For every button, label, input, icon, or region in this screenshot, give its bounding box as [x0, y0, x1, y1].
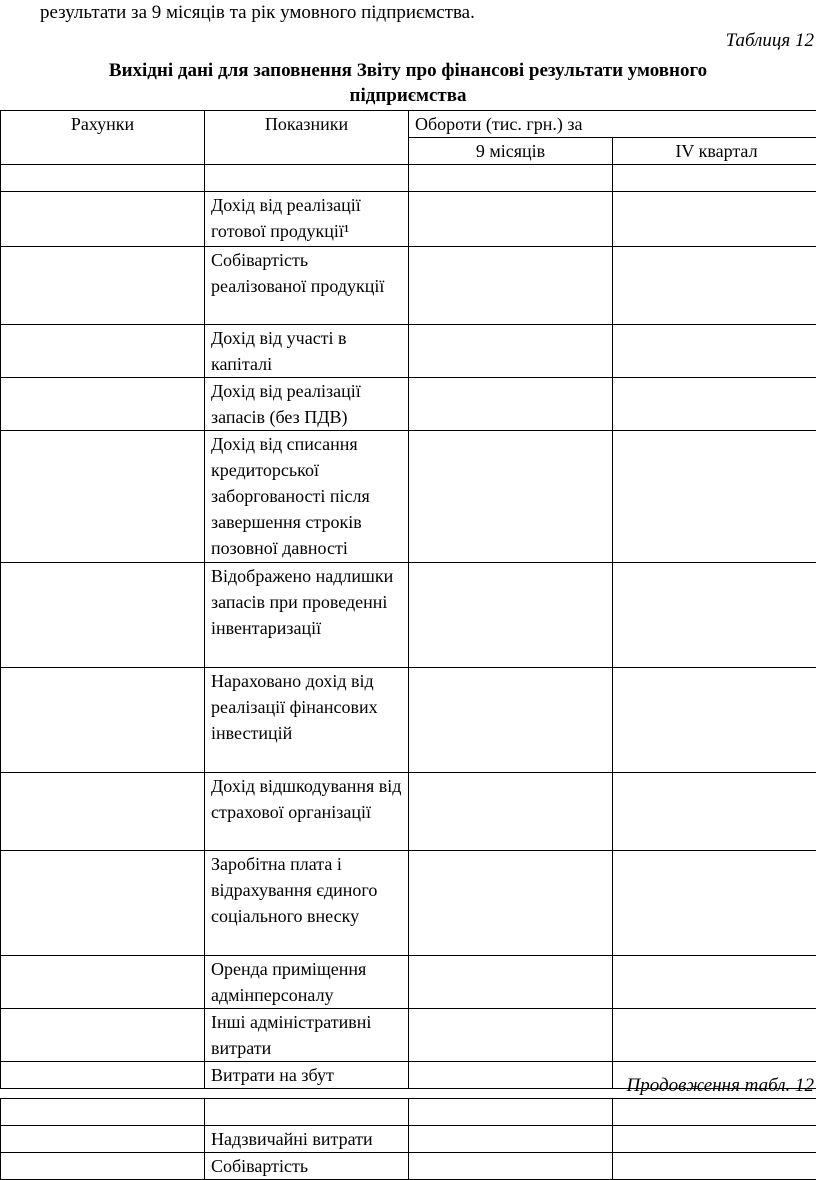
header-q4: IV квартал [613, 138, 816, 165]
table-row [1, 431, 816, 563]
table-title-line-1: Вихідні дані для заповнення Звіту про фінансові результати умовного [108, 60, 708, 81]
indicator-cell: Дохід відшкодування від страхової організації [205, 773, 409, 851]
header-accounts: Рахунки [1, 111, 205, 165]
indicator-cell: Надзвичайні витрати [205, 1126, 409, 1153]
q4-cell [613, 563, 816, 668]
account-cell [1, 956, 205, 1009]
indicator-cell: Оренда приміщення адмінперсоналу [205, 956, 409, 1009]
table-number-label: Таблиця 12 [725, 30, 814, 51]
indicator-cell: Собівартість реалізованої продукції [205, 247, 409, 325]
nine-months-cell [409, 378, 613, 431]
account-cell [1, 1099, 205, 1126]
nine-months-cell [409, 1062, 613, 1089]
indicator-cell: Заробітна плата і відрахування єдиного соціального внеску [205, 851, 409, 956]
indicator-cell [205, 165, 409, 192]
indicator-cell: Дохід від реалізації готової продукції¹ [205, 192, 409, 247]
indicator-cell: Нараховано дохід від реалізації фінансових інвестицій [205, 668, 409, 773]
table-row [1, 165, 816, 192]
account-cell [1, 325, 205, 378]
q4-cell [613, 668, 816, 773]
source-data-table [0, 110, 816, 1089]
account-cell [1, 431, 205, 563]
indicator-cell: Собівартість [205, 1153, 409, 1180]
q4-cell [613, 192, 816, 247]
table-row [1, 563, 816, 668]
nine-months-cell [409, 851, 613, 956]
account-cell [1, 1126, 205, 1153]
account-cell [1, 668, 205, 773]
nine-months-cell [409, 1099, 613, 1126]
q4-cell [613, 851, 816, 956]
account-cell [1, 165, 205, 192]
indicator-cell: Інші адміністративні витрати [205, 1009, 409, 1062]
account-cell [1, 1153, 205, 1180]
continuation-body [1, 1099, 816, 1180]
table-row [1, 1153, 816, 1180]
account-cell [1, 563, 205, 668]
q4-cell [613, 165, 816, 192]
table-row [1, 1126, 816, 1153]
nine-months-cell [409, 1153, 613, 1180]
account-cell [1, 773, 205, 851]
table-body [1, 165, 816, 1089]
indicator-cell: Витрати на збут [205, 1062, 409, 1089]
q4-cell [613, 325, 816, 378]
nine-months-cell [409, 431, 613, 563]
table-row [1, 325, 816, 378]
q4-cell [613, 956, 816, 1009]
header-indicators: Показники [205, 111, 409, 165]
nine-months-cell [409, 325, 613, 378]
table-row [1, 668, 816, 773]
q4-cell [613, 431, 816, 563]
nine-months-cell [409, 247, 613, 325]
continuation-table [0, 1098, 816, 1180]
nine-months-cell [409, 956, 613, 1009]
nine-months-cell [409, 563, 613, 668]
table-title [0, 58, 816, 108]
table-row [1, 1009, 816, 1062]
q4-cell [613, 1009, 816, 1062]
account-cell [1, 1062, 205, 1089]
table-row [1, 1099, 816, 1126]
table-row [1, 851, 816, 956]
indicator-cell [205, 1099, 409, 1126]
nine-months-cell [409, 192, 613, 247]
table-title-line-2: підприємства [349, 85, 467, 106]
indicator-cell: Відображено надлишки запасів при проведенні інвентаризації [205, 563, 409, 668]
q4-cell [613, 1099, 816, 1126]
q4-cell [613, 773, 816, 851]
q4-cell [613, 1126, 816, 1153]
header-turnover: Обороти (тис. грн.) за [409, 111, 816, 138]
q4-cell [613, 1153, 816, 1180]
indicator-cell: Дохід від списання кредиторської заборгованості після завершення строків позовної давності [205, 431, 409, 563]
account-cell [1, 1009, 205, 1062]
table-row [1, 192, 816, 247]
table-row [1, 378, 816, 431]
continuation-label: Продовження табл. 12 [626, 1075, 814, 1096]
indicator-cell: Дохід від участі в капіталі [205, 325, 409, 378]
account-cell [1, 247, 205, 325]
indicator-cell: Дохід від реалізації запасів (без ПДВ) [205, 378, 409, 431]
nine-months-cell [409, 668, 613, 773]
account-cell [1, 378, 205, 431]
account-cell [1, 192, 205, 247]
q4-cell [613, 378, 816, 431]
nine-months-cell [409, 165, 613, 192]
table-row [1, 247, 816, 325]
header-row [1, 111, 816, 138]
account-cell [1, 851, 205, 956]
table-row [1, 956, 816, 1009]
nine-months-cell [409, 773, 613, 851]
intro-text: результати за 9 місяців та рік умовного підприємства. [40, 2, 475, 23]
q4-cell [613, 247, 816, 325]
header-nine-months: 9 місяців [409, 138, 613, 165]
table-row [1, 773, 816, 851]
nine-months-cell [409, 1126, 613, 1153]
nine-months-cell [409, 1009, 613, 1062]
